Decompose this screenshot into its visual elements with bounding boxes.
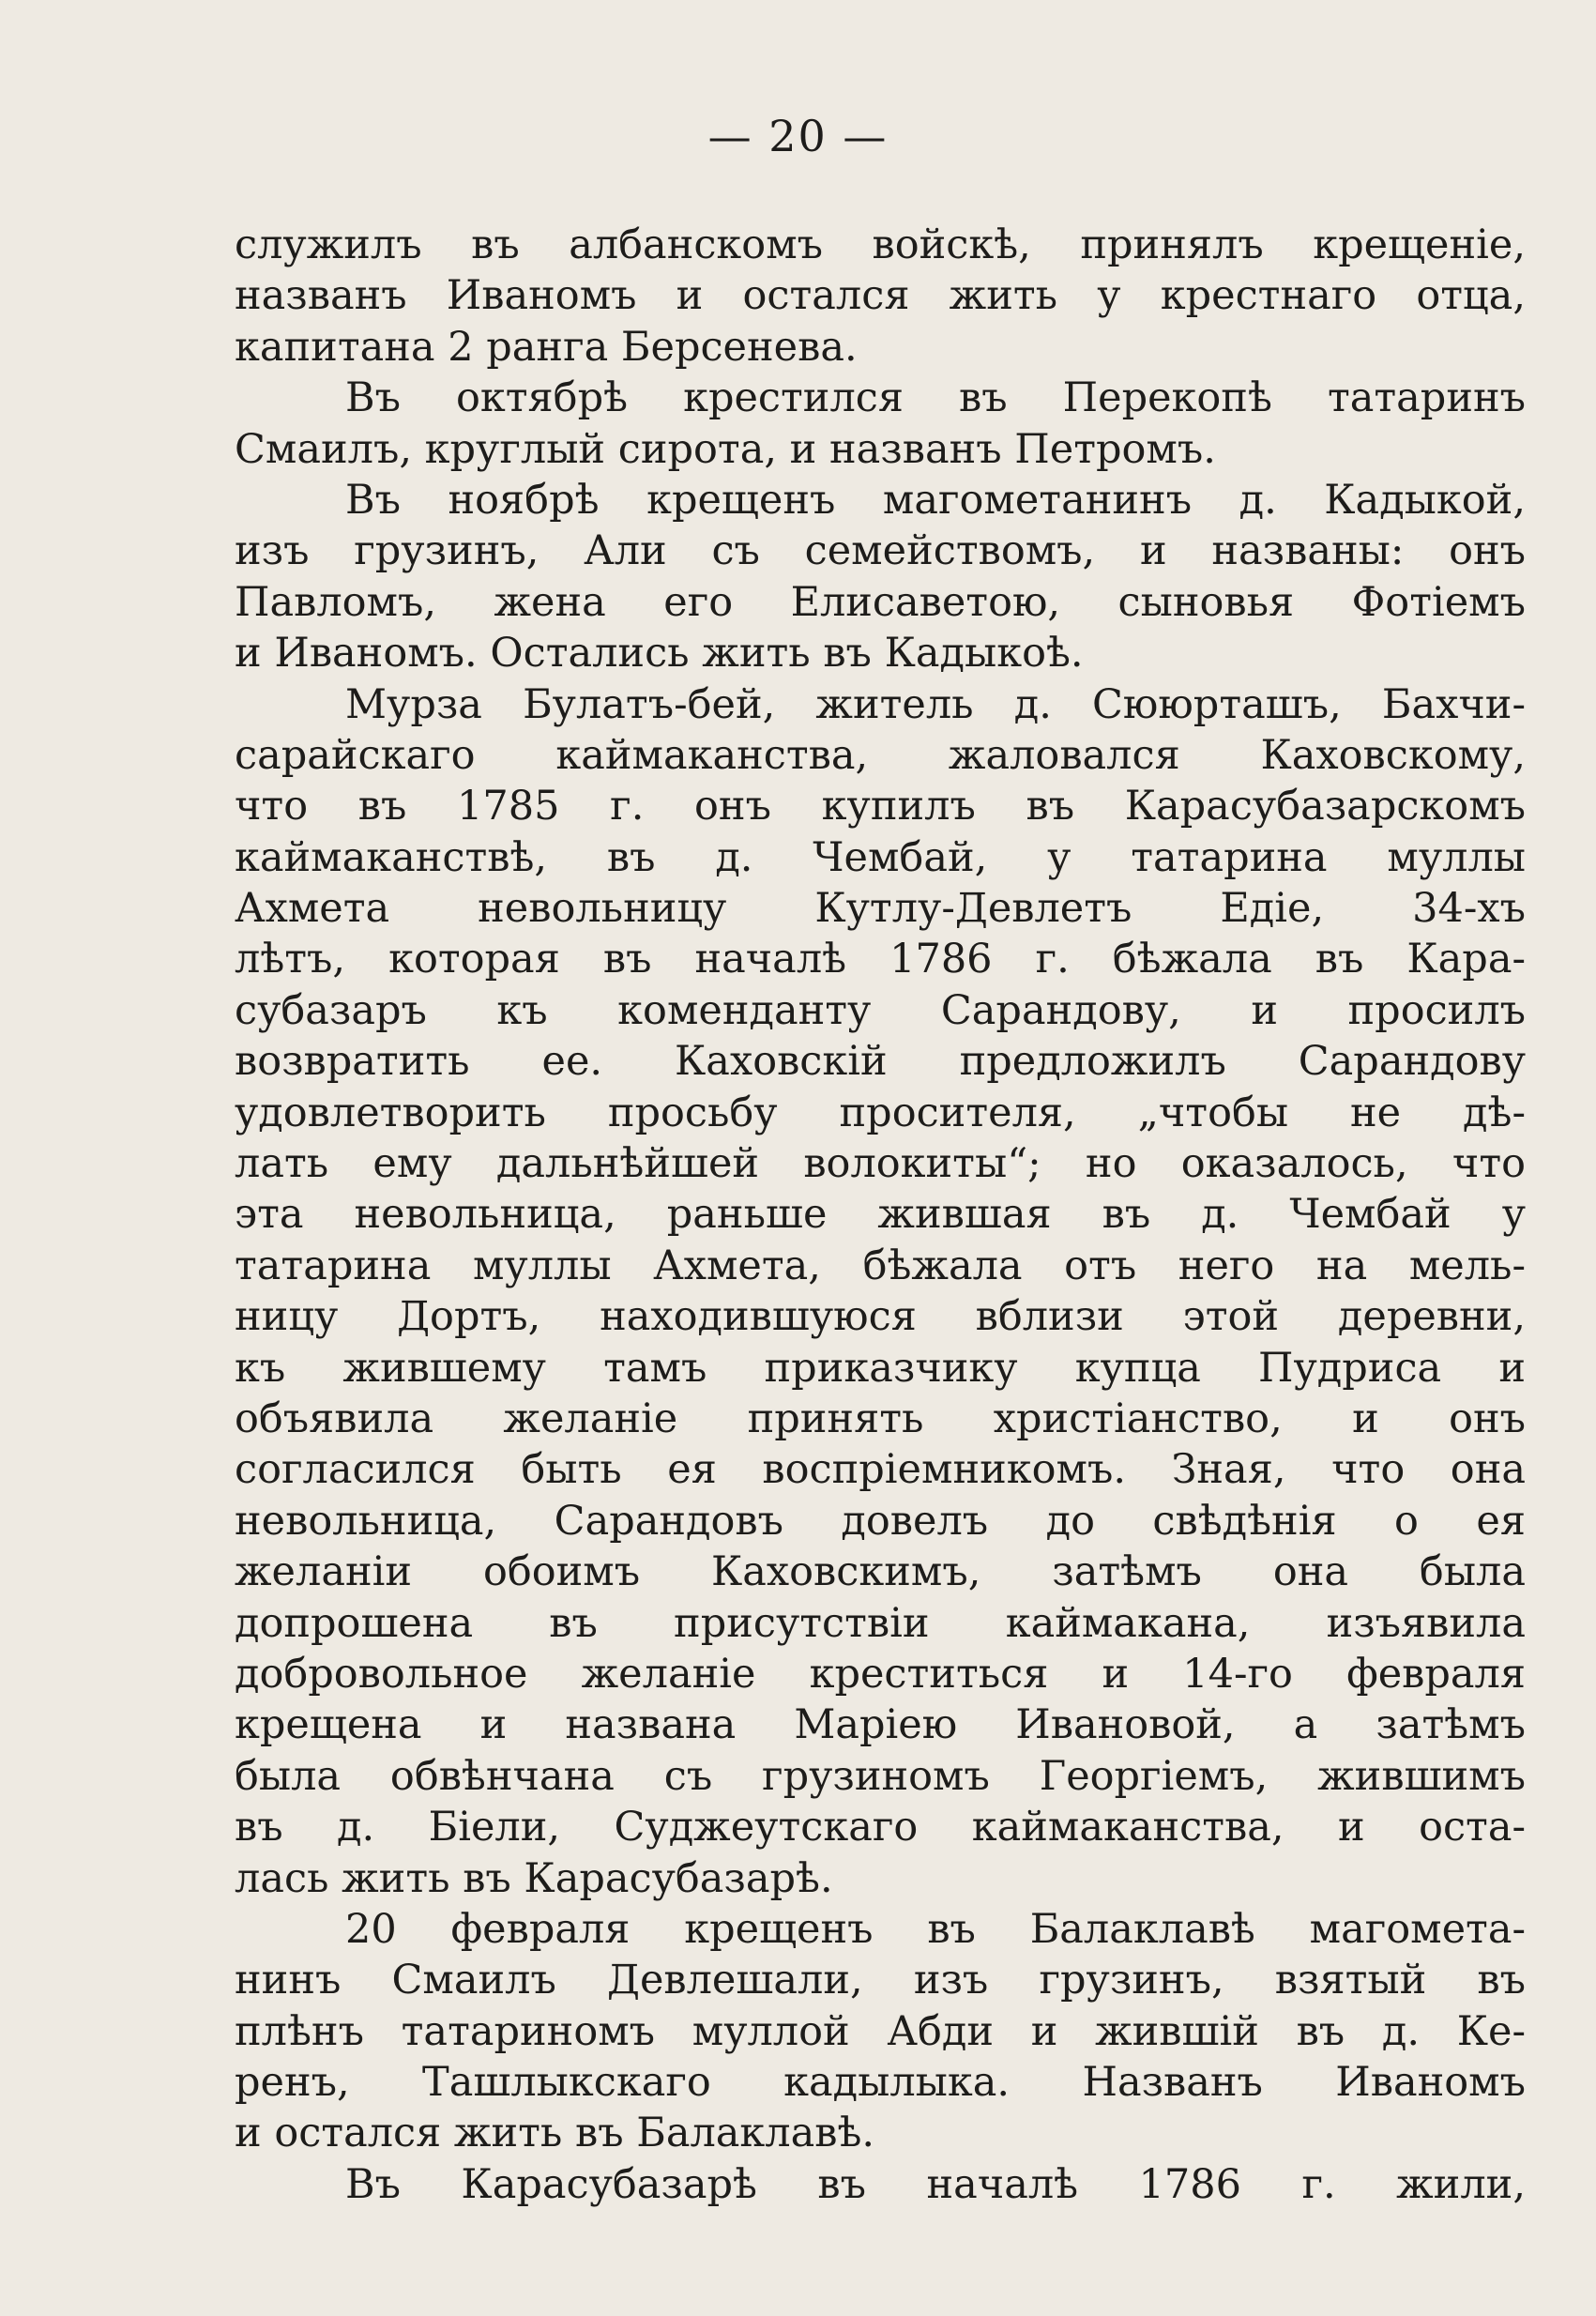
text-line: сарайскаго каймаканства, жаловался Каховскому, xyxy=(235,731,1526,779)
text-line: изъ грузинъ, Али съ семействомъ, и названы: онъ xyxy=(235,527,1526,575)
body-text xyxy=(235,220,1526,2210)
text-line: Въ ноябрѣ крещенъ магометанинъ д. Кадыкой, xyxy=(345,476,1526,524)
text-line: Ахмета невольницу Кутлу-Девлетъ Едіе, 34-хъ xyxy=(235,885,1526,933)
text-line: и остался жить въ Балаклавѣ. xyxy=(235,2110,875,2157)
text-line: лась жить въ Карасубазарѣ. xyxy=(235,1854,833,1902)
text-line: субазаръ къ коменданту Сарандову, и просилъ xyxy=(235,986,1526,1034)
text-line: въ д. Біели, Суджеутскаго каймаканства, и оста- xyxy=(235,1804,1526,1851)
text-line: лать ему дальнѣйшей волокиты“; но оказалось, что xyxy=(235,1140,1526,1188)
text-line: удовлетворить просьбу просителя, „чтобы не дѣ- xyxy=(235,1089,1526,1136)
text-line: Павломъ, жена его Елисаветою, сыновья Фотіемъ xyxy=(235,578,1526,626)
text-line: служилъ въ албанскомъ войскѣ, принялъ крещеніе, xyxy=(235,221,1526,268)
text-line: Въ октябрѣ крестился въ Перекопѣ татаринъ xyxy=(345,374,1526,422)
text-line: невольница, Сарандовъ довелъ до свѣдѣнія о ея xyxy=(235,1497,1526,1545)
text-line: и Иваномъ. Остались жить въ Кадыкоѣ. xyxy=(235,630,1084,678)
text-line: эта невольница, раньше жившая въ д. Чембай у xyxy=(235,1191,1526,1239)
text-line: желаніи обоимъ Каховскимъ, затѣмъ она была xyxy=(235,1548,1526,1596)
text-line: каймаканствѣ, въ д. Чембай, у татарина муллы xyxy=(235,833,1526,881)
text-line: крещена и названа Маріею Ивановой, а затѣмъ xyxy=(235,1701,1526,1749)
text-line: Смаилъ, круглый сирота, и названъ Петромъ. xyxy=(235,425,1216,473)
text-line: Въ Карасубазарѣ въ началѣ 1786 г. жили, xyxy=(345,2160,1526,2208)
text-line: татарина муллы Ахмета, бѣжала отъ него на мель- xyxy=(235,1242,1526,1289)
text-line: къ жившему тамъ приказчику купца Пудриса и xyxy=(235,1344,1526,1392)
text-line: названъ Иваномъ и остался жить у крестнаго отца, xyxy=(235,272,1526,320)
text-line: нинъ Смаилъ Девлешали, изъ грузинъ, взятый въ xyxy=(235,1957,1526,2004)
text-line: объявила желаніе принять христіанство, и онъ xyxy=(235,1394,1526,1442)
text-line: ренъ, Ташлыкскаго кадылыка. Названъ Иваномъ xyxy=(235,2059,1526,2107)
text-line: плѣнъ татариномъ муллой Абди и жившій въ д. Ке- xyxy=(235,2007,1526,2055)
text-line: лѣтъ, которая въ началѣ 1786 г. бѣжала въ Кара- xyxy=(235,936,1526,983)
text-line: была обвѣнчана съ грузиномъ Георгіемъ, жившимъ xyxy=(235,1752,1526,1800)
text-line: что въ 1785 г. онъ купилъ въ Карасубазарскомъ xyxy=(235,783,1526,830)
text-line: капитана 2 ранга Берсенева. xyxy=(235,323,858,371)
text-line: возвратить ее. Каховскій предложилъ Сарандову xyxy=(235,1038,1526,1086)
text-line: добровольное желаніе креститься и 14-го февраля xyxy=(235,1650,1526,1698)
text-line: согласился быть ея воспріемникомъ. Зная, что она xyxy=(235,1446,1526,1494)
text-line: Мурза Булатъ-бей, житель д. Сююрташъ, Бахчи- xyxy=(345,680,1526,728)
page-number: — 20 — xyxy=(707,111,889,161)
text-line: допрошена въ присутствіи каймакана, изъявила xyxy=(235,1599,1526,1647)
text-line: 20 февраля крещенъ въ Балаклавѣ магомета- xyxy=(345,1905,1526,1953)
text-line: ницу Дортъ, находившуюся вблизи этой деревни, xyxy=(235,1293,1526,1341)
